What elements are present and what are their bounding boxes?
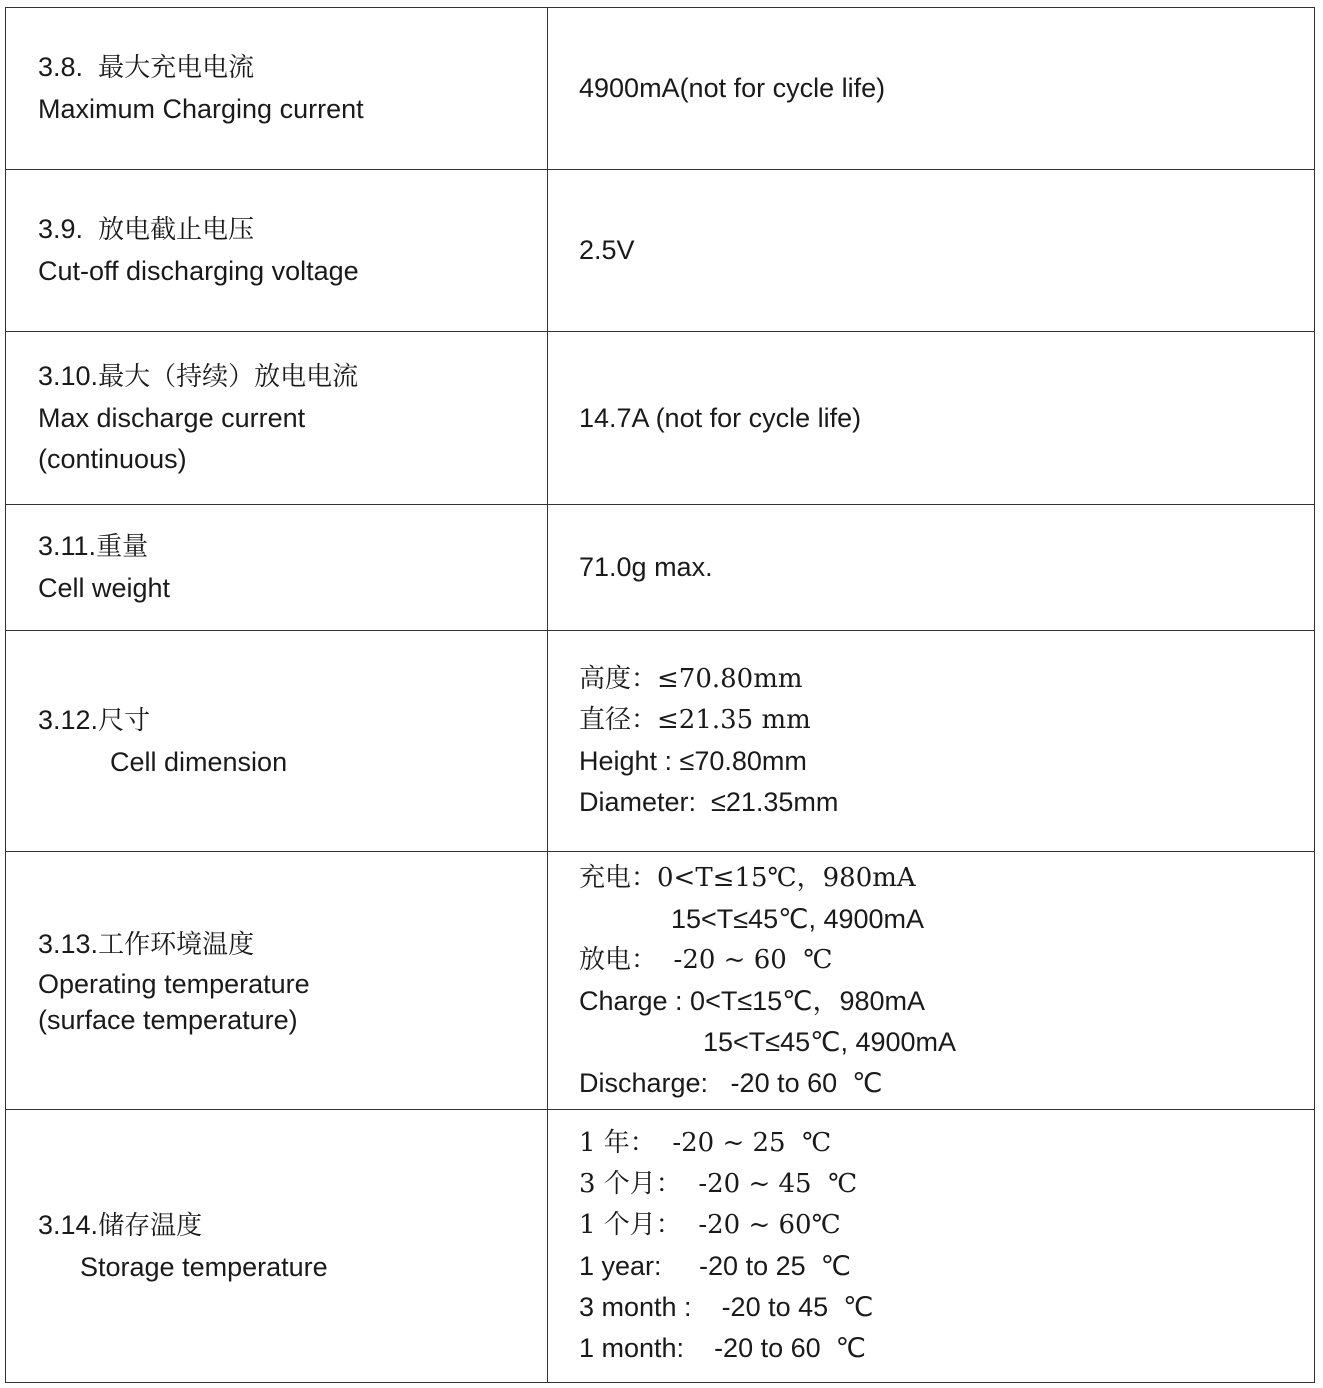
spec-number: 3.11.: [38, 531, 97, 561]
spec-label-cell: [6, 631, 548, 852]
spec-title: [38, 526, 547, 568]
spec-label-cell: [6, 8, 548, 170]
table-row: [6, 332, 1315, 505]
spec-value-cell: [548, 1110, 1315, 1383]
spec-title-en: Cell dimension: [110, 746, 288, 777]
table-row: [6, 8, 1315, 170]
spec-number: 3.12.: [38, 704, 99, 735]
spec-title-cn: 最大充电电流: [98, 53, 255, 83]
spec-number: 3.10.: [38, 361, 99, 391]
spec-value: 高度：≤70.80mm: [579, 664, 803, 694]
spec-value: 1 个月： -20 ~ 60℃: [579, 1210, 841, 1240]
spec-value-cell: [548, 170, 1315, 332]
spec-title-en: (continuous): [38, 444, 187, 474]
spec-value: 14.7A (not for cycle life): [579, 402, 862, 433]
spec-title: [38, 1205, 547, 1247]
spec-title: [38, 700, 547, 742]
spec-value: 1 month: -20 to 60 ℃: [579, 1333, 866, 1363]
table-row: [6, 631, 1315, 852]
spec-title-cn: 尺寸: [98, 705, 151, 736]
spec-title-en: Max discharge current: [38, 403, 306, 433]
spec-title-cn: 工作环境温度: [98, 929, 255, 960]
table-row: [6, 505, 1315, 631]
spec-value: Discharge: -20 to 60 ℃: [579, 1067, 883, 1098]
spec-number: 3.14.: [38, 1209, 99, 1240]
spec-value: 4900mA(not for cycle life): [579, 73, 886, 103]
spec-value: 71.0g max.: [579, 552, 713, 582]
spec-title: [38, 356, 547, 398]
spec-value: 充电：0<T≤15℃，980mA: [579, 862, 916, 893]
spec-label-cell: [6, 852, 548, 1110]
spec-value: 直径：≤21.35 mm: [579, 705, 811, 735]
spec-label-cell: [6, 332, 548, 505]
spec-value: Diameter: ≤21.35mm: [579, 787, 839, 817]
spec-label-cell: [6, 505, 548, 631]
spec-number: 3.9.: [38, 214, 84, 244]
spec-value-cell: [548, 505, 1315, 631]
spec-number: 3.8.: [38, 52, 84, 82]
spec-value: 3 month : -20 to 45 ℃: [579, 1292, 874, 1322]
spec-title-en: Maximum Charging current: [38, 94, 364, 124]
spec-value: 1 年： -20 ~ 25 ℃: [579, 1128, 832, 1158]
spec-title-en: Cell weight: [38, 573, 171, 603]
spec-value: 3 个月： -20 ~ 45 ℃: [579, 1169, 858, 1199]
spec-title-cn: 重量: [96, 532, 149, 562]
spec-title-en: Storage temperature: [80, 1251, 328, 1282]
spec-title-en: Operating temperature: [38, 968, 310, 999]
spec-title-cn: 放电截止电压: [98, 215, 255, 245]
spec-value: 15<T≤45℃, 4900mA: [671, 903, 925, 934]
spec-title-en: Cut-off discharging voltage: [38, 256, 359, 286]
spec-value-cell: [548, 631, 1315, 852]
spec-table: [5, 7, 1315, 1383]
spec-title-en: (surface temperature): [38, 1004, 298, 1035]
spec-title: [38, 47, 547, 89]
spec-value: Height : ≤70.80mm: [579, 746, 807, 776]
spec-title: [38, 924, 547, 966]
spec-value: 15<T≤45℃, 4900mA: [703, 1026, 957, 1057]
spec-value-cell: [548, 8, 1315, 170]
table-row: [6, 1110, 1315, 1383]
spec-title: [38, 209, 547, 251]
spec-value: 2.5V: [579, 235, 635, 265]
spec-label-cell: [6, 1110, 548, 1383]
spec-label-cell: [6, 170, 548, 332]
spec-value: Charge : 0<T≤15℃，980mA: [579, 985, 926, 1016]
table-row: [6, 170, 1315, 332]
spec-value: 1 year: -20 to 25 ℃: [579, 1251, 851, 1281]
spec-number: 3.13.: [38, 928, 99, 959]
spec-value-cell: [548, 332, 1315, 505]
spec-value-cell: [548, 852, 1315, 1110]
spec-value: 放电： -20 ~ 60 ℃: [579, 944, 833, 975]
table-row: [6, 852, 1315, 1110]
spec-title-cn: 储存温度: [98, 1210, 203, 1241]
spec-title-cn: 最大（持续）放电电流: [98, 362, 359, 392]
